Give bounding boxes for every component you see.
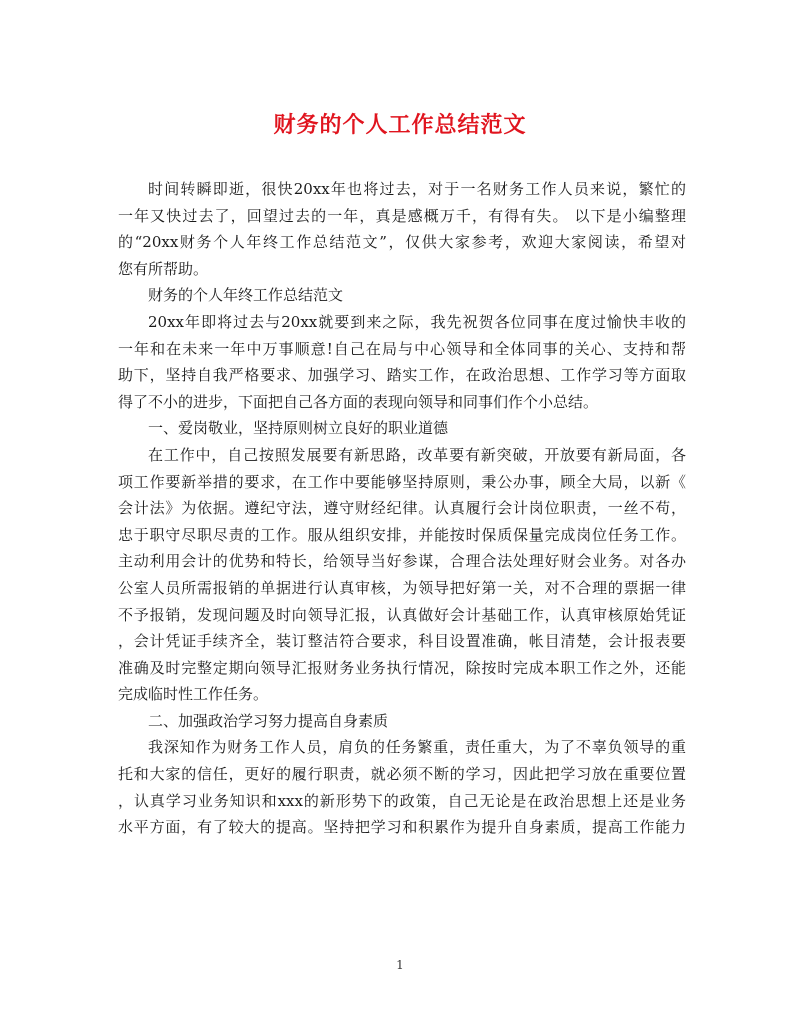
body-line: 项工作要新举措的要求，在工作中要能够坚持原则，秉公办事，顾全大局，以新《 bbox=[118, 472, 686, 491]
section-heading: 一、爱岗敬业，坚持原则树立良好的职业道德 bbox=[148, 419, 449, 438]
body-line: 时间转瞬即逝，很快20xx年也将过去，对于一名财务工作人员来说，繁忙的 bbox=[148, 180, 686, 198]
body-line: 托和大家的信任，更好的履行职责，就必须不断的学习，因此把学习放在重要位置 bbox=[118, 765, 686, 784]
body-line: 水平方面，有了较大的提高。坚持把学习和积累作为提升自身素质，提高工作能力 bbox=[118, 818, 686, 837]
body-line: ，认真学习业务知识和xxx的新形势下的政策，自己无论是在政治思想上还是业务 bbox=[118, 791, 686, 810]
body-line: 我深知作为财务工作人员，肩负的任务繁重，责任重大，为了不辜负领导的重 bbox=[148, 738, 686, 757]
body-line: 忠于职守尽职尽责的工作。服从组织安排，并能按时保质保量完成岗位任务工作。 bbox=[118, 525, 686, 544]
body-line: 得了不小的进步，下面把自己各方面的表现向领导和同事们作个小总结。 bbox=[118, 392, 599, 411]
body-line: 20xx年即将过去与20xx就要到来之际，我先祝贺各位同事在度过愉快丰收的 bbox=[148, 312, 686, 331]
body-line: 准确及时完整定期向领导汇报财务业务执行情况，除按时完成本职工作之外，还能 bbox=[118, 658, 686, 677]
body-line: 一年又快过去了，回望过去的一年，真是感概万千，有得有失。 以下是小编整理 bbox=[118, 206, 686, 225]
body-line: 公室人员所需报销的单据进行认真审核，为领导把好第一关，对不合理的票据一律 bbox=[118, 578, 686, 597]
body-line: 会计法》为依据。遵纪守法，遵守财经纪律。认真履行会计岗位职责，一丝不苟， bbox=[118, 499, 686, 518]
section-subtitle: 财务的个人年终工作总结范文 bbox=[148, 286, 344, 305]
body-line: 完成临时性工作任务。 bbox=[118, 685, 269, 704]
body-line: 您有所帮助。 bbox=[118, 259, 209, 278]
section-heading: 二、加强政治学习努力提高自身素质 bbox=[148, 711, 389, 730]
page-number: 1 bbox=[396, 958, 404, 972]
body-line: 主动利用会计的优势和特长，给领导当好参谋，合理合法处理好财会业务。对各办 bbox=[118, 552, 686, 571]
body-line: 不予报销，发现问题及时向领导汇报，认真做好会计基础工作，认真审核原始凭证 bbox=[118, 605, 686, 624]
body-line: ，会计凭证手续齐全，装订整洁符合要求，科目设置准确，帐目清楚，会计报表要 bbox=[118, 632, 686, 651]
document-body bbox=[118, 176, 686, 841]
body-line: 的“20xx财务个人年终工作总结范文”，仅供大家参考，欢迎大家阅读，希望对 bbox=[118, 233, 686, 252]
body-line: 一年和在未来一年中万事顺意!自己在局与中心领导和全体同事的关心、支持和帮 bbox=[118, 339, 686, 358]
document-title: 财务的个人工作总结范文 bbox=[273, 112, 527, 138]
body-line: 在工作中，自己按照发展要有新思路，改革要有新突破，开放要有新局面，各 bbox=[148, 445, 686, 464]
body-line: 助下，坚持自我严格要求、加强学习、踏实工作，在政治思想、工作学习等方面取 bbox=[118, 366, 686, 385]
